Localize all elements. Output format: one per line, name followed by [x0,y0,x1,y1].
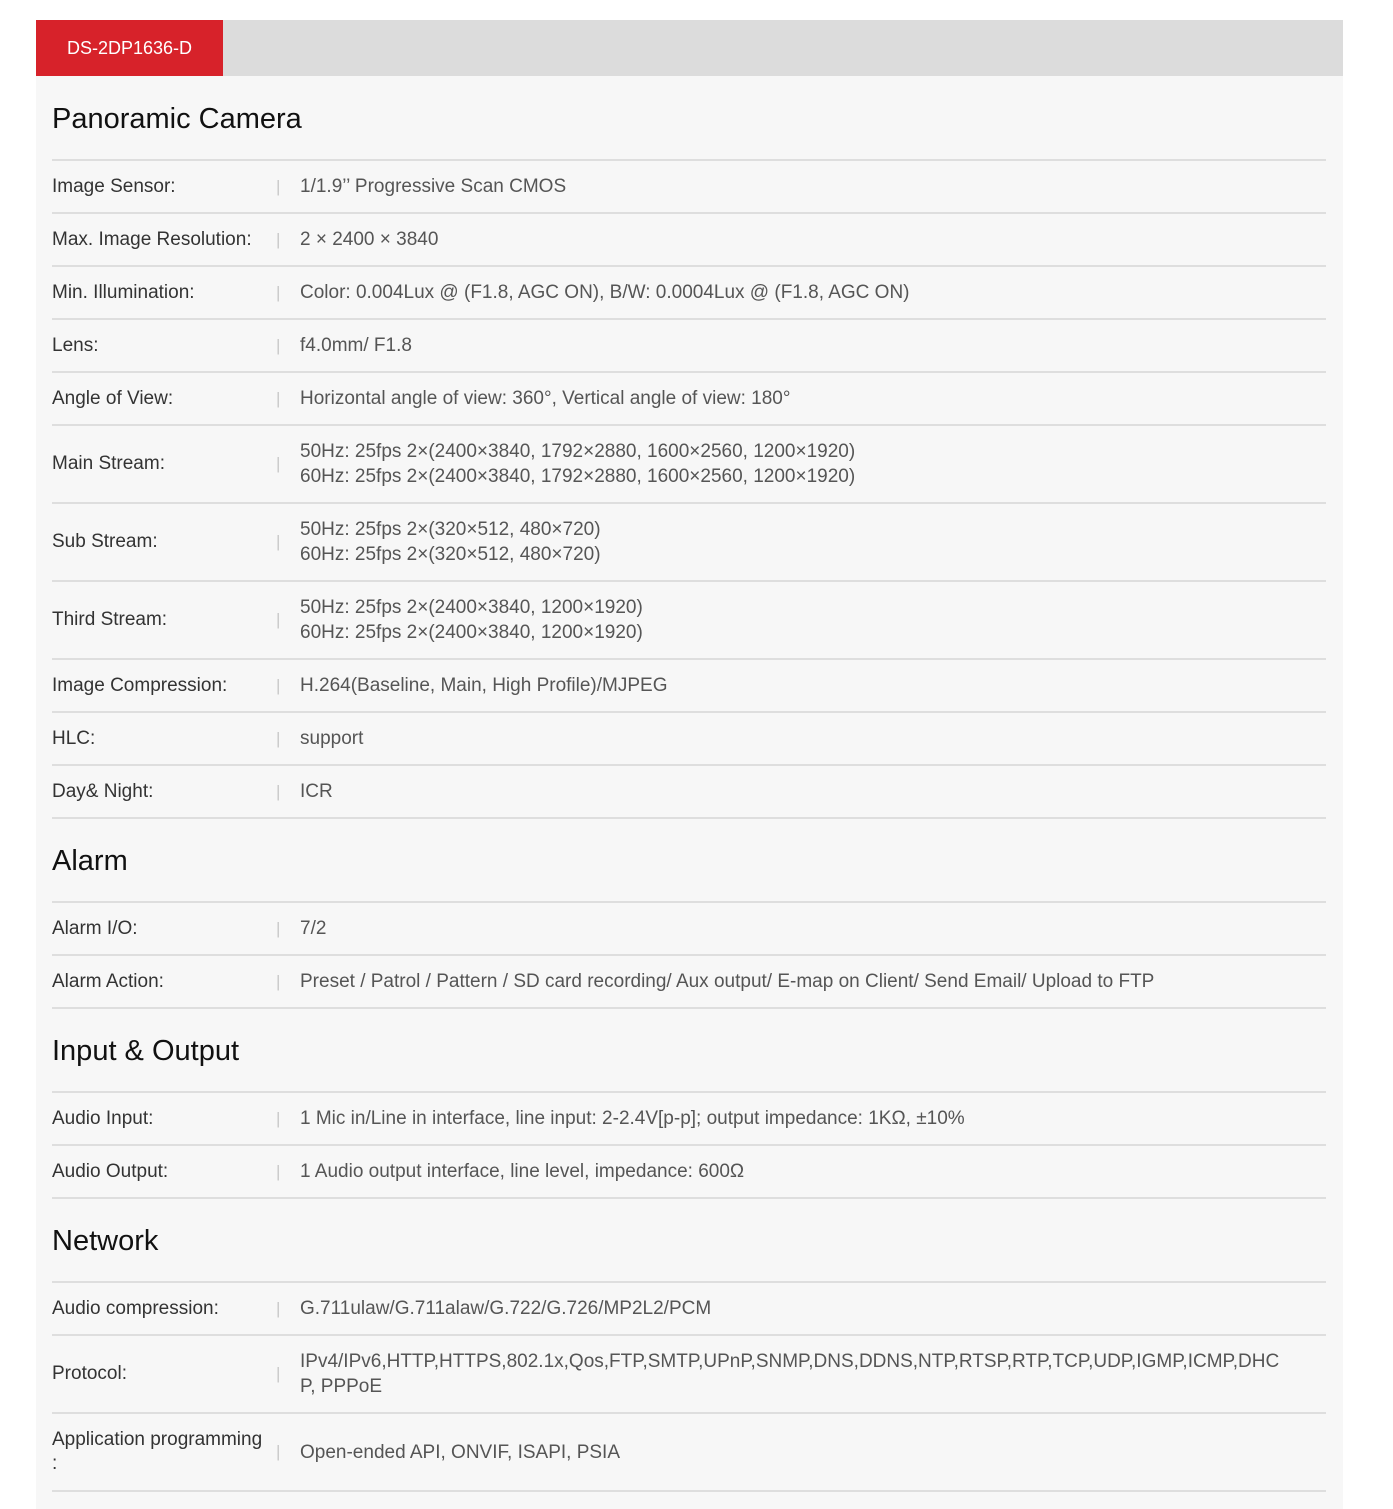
spec-row [52,956,1326,1009]
spec-label: Audio Input: [52,1107,154,1129]
spec-row [52,1093,1326,1146]
spec-row [52,1283,1326,1336]
spec-row [52,426,1326,504]
separator: | [276,388,281,408]
separator: | [276,1364,281,1383]
spec-row [52,713,1326,766]
spec-label: Audio compression: [52,1297,219,1319]
section-title: Network [52,1225,159,1257]
spec-label: Audio Output: [52,1160,169,1182]
section-header [52,818,1326,903]
separator: | [276,610,281,629]
spec-value: ICR [300,781,333,802]
spec-value: Open-ended API, ONVIF, ISAPI, PSIA [300,1441,620,1463]
separator: | [276,176,281,196]
spec-value: Preset / Patrol / Pattern / SD card recording/ Aux output/ E-map on Client/ Send Email/ Upload to FTP [300,971,1155,992]
spec-value: 1 Audio output interface, line level, impedance: 600Ω [300,1161,745,1182]
spec-label: Application programming : [52,1429,263,1474]
separator: | [276,454,281,473]
spec-row [52,1336,1326,1414]
separator: | [276,282,281,302]
spec-value: 50Hz: 25fps 2×(2400×3840, 1792×2880, 1600×2560, 1200×1920) 60Hz: 25fps 2×(2400×3840, 1792×2880, 1600×2560, 1200×1920) [300,441,856,487]
section-title: Alarm [52,845,128,877]
tab-model[interactable]: DS-2DP1636-D [36,20,223,76]
section-network [52,1198,1326,1492]
spec-label: Third Stream: [52,609,168,630]
spec-row [52,161,1326,214]
spec-label: Min. Illumination: [52,281,195,303]
section-title: Input & Output [52,1035,240,1067]
spec-value: 2 × 2400 × 3840 [300,229,439,250]
spec-row [52,214,1326,267]
spec-label: Angle of View: [52,387,174,409]
spec-label: Main Stream: [52,453,165,474]
spec-value: Color: 0.004Lux @ (F1.8, AGC ON), B/W: 0.0004Lux @ (F1.8, AGC ON) [300,282,910,303]
section-panoramic-camera [52,76,1326,819]
tab-bar [36,20,1343,76]
section-header [52,1008,1326,1093]
spec-value: 1/1.9’’ Progressive Scan CMOS [300,176,567,197]
spec-panel [36,76,1343,1509]
spec-value: 1 Mic in/Line in interface, line input: 2-2.4V[p-p]; output impedance: 1KΩ, ±10% [300,1108,965,1129]
spec-label: Lens: [52,334,99,356]
spec-row [52,504,1326,582]
separator: | [276,229,281,249]
spec-label: HLC: [52,727,96,749]
separator: | [276,335,281,355]
spec-label: Protocol: [52,1363,127,1384]
section-header [52,76,1326,161]
separator: | [276,1108,281,1128]
spec-value: H.264(Baseline, Main, High Profile)/MJPEG [300,675,668,696]
section-alarm [52,818,1326,1009]
spec-row [52,582,1326,660]
spec-value: 50Hz: 25fps 2×(2400×3840, 1200×1920) 60Hz: 25fps 2×(2400×3840, 1200×1920) [300,597,643,643]
spec-value: Horizontal angle of view: 360°, Vertical angle of view: 180° [300,388,791,409]
spec-label: Image Sensor: [52,175,176,197]
spec-row [52,766,1326,819]
spec-label: Image Compression: [52,674,228,696]
spec-row [52,267,1326,320]
spec-label: Max. Image Resolution: [52,228,252,250]
separator: | [276,1442,281,1461]
spec-value: G.711ulaw/G.711alaw/G.722/G.726/MP2L2/PCM [300,1298,712,1319]
separator: | [276,781,281,801]
separator: | [276,971,281,991]
spec-value: 7/2 [300,918,327,939]
separator: | [276,532,281,551]
spec-row [52,660,1326,713]
section-title: Panoramic Camera [52,103,302,135]
spec-value: support [300,728,364,749]
spec-row [52,320,1326,373]
spec-value: f4.0mm/ F1.8 [300,335,412,356]
spec-label: Sub Stream: [52,531,158,552]
spec-row [52,1146,1326,1199]
separator: | [276,918,281,938]
spec-value: IPv4/IPv6,HTTP,HTTPS,802.1x,Qos,FTP,SMTP,UPnP,SNMP,DNS,DDNS,NTP,RTSP,RTP,TCP,UDP,IGMP,ICMP,DHC P, PPPoE [300,1351,1280,1397]
spec-row [52,1414,1326,1492]
spec-label: Alarm I/O: [52,917,138,939]
spec-row [52,903,1326,956]
separator: | [276,675,281,695]
separator: | [276,1161,281,1181]
spec-row [52,373,1326,426]
separator: | [276,1298,281,1318]
spec-label: Day& Night: [52,780,154,802]
spec-value: 50Hz: 25fps 2×(320×512, 480×720) 60Hz: 25fps 2×(320×512, 480×720) [300,519,601,565]
spec-label: Alarm Action: [52,970,164,992]
section-header [52,1198,1326,1283]
section-input-output [52,1008,1326,1199]
separator: | [276,728,281,748]
